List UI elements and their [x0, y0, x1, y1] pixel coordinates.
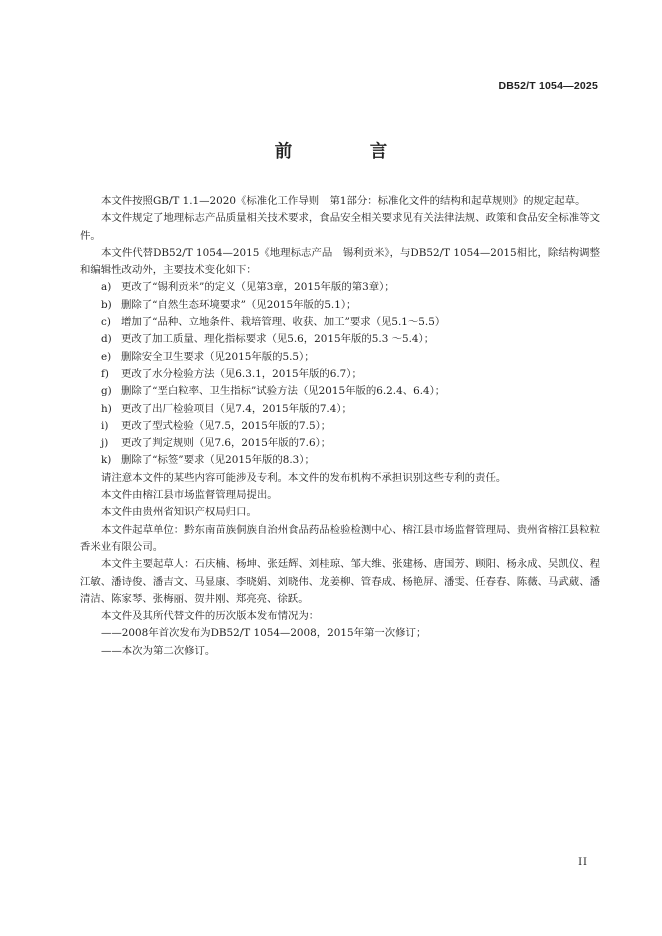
- change-list: [80, 279, 600, 469]
- list-item: [80, 435, 600, 452]
- paragraph: 本文件主要起草人：石庆楠、杨坤、张廷辉、刘桂琼、邹大维、张建杨、唐国芳、顾阳、杨永成、吴凯仪、程江敏、潘诗俊、潘吉文、马显康、李晓娟、刘晓伟、龙姜柳、管春成、杨艳屏、潘雯、任春春、陈薇、马武葳、潘清洁、陈家琴、张梅丽、贺井刚、郑亮亮、徐跃。: [80, 558, 600, 605]
- paragraph: 本文件规定了地理标志产品质量相关技术要求，食品安全相关要求见有关法律法规、政策和食品安全标准等文件。: [80, 212, 600, 242]
- list-item-label: i): [101, 419, 109, 432]
- paragraph: ——2008年首次发布为DB52/T 1054—2008，2015年第一次修订；: [101, 627, 427, 640]
- paragraph: 本文件起草单位：黔东南苗族侗族自治州食品药品检验检测中心、榕江县市场监督管理局、贵州省榕江县粒粒香米业有限公司。: [80, 523, 600, 553]
- list-item: [80, 452, 600, 469]
- page-title: 前 言: [274, 142, 418, 162]
- list-item-text: 删除了“垩白粒率、卫生指标”试验方法（见2015年版的6.2.4、6.4）；: [121, 385, 446, 398]
- list-item-text: 更改了水分检验方法（见6.3.1，2015年版的6.7）；: [121, 367, 362, 380]
- list-item: [80, 401, 600, 418]
- list-item-text: 删除了“标签”要求（见2015年版的8.3）；: [121, 454, 315, 467]
- list-item-label: b): [101, 298, 112, 311]
- foreword-body: [80, 193, 600, 660]
- list-item-label: e): [101, 350, 112, 363]
- list-item-text: 删除安全卫生要求（见2015年版的5.5）；: [121, 350, 315, 363]
- list-item: [80, 349, 600, 366]
- list-item-text: 更改了加工质量、理化指标要求（见5.6，2015年版的5.3 ～5.4）；: [121, 333, 435, 346]
- paragraph: 本文件按照GB/T 1.1—2020《标准化工作导则 第1部分：标准化文件的结构和起草规则》的规定起草。: [101, 195, 586, 207]
- paragraph: 请注意本文件的某些内容可能涉及专利。本文件的发布机构不承担识别这些专利的责任。: [101, 471, 507, 484]
- list-item-label: a): [101, 281, 112, 294]
- list-item-text: 更改了型式检验（见7.5，2015年版的7.5）；: [121, 419, 332, 432]
- list-item-label: h): [101, 402, 112, 415]
- list-item-label: k): [101, 454, 112, 467]
- list-item-label: g): [101, 385, 112, 398]
- list-item: [80, 383, 600, 400]
- paragraph: 本文件代替DB52/T 1054—2015《地理标志产品 锡利贡米》，与DB52/T 1054—2015相比，除结构调整和编辑性改动外，主要技术变化如下：: [80, 246, 600, 277]
- list-item-text: 更改了“锡利贡米”的定义（见第3章，2015年版的第3章）；: [121, 281, 395, 294]
- paragraph: 本文件由榕江县市场监督管理局提出。: [101, 489, 278, 502]
- document-code: DB52/T 1054—2025: [498, 80, 598, 92]
- list-item-text: 删除了“自然生态环境要求”（见2015年版的5.1）；: [121, 298, 357, 311]
- list-item-label: c): [101, 316, 111, 329]
- list-item: [80, 297, 600, 314]
- list-item-text: 增加了“品种、立地条件、栽培管理、收获、加工”要求（见5.1～5.5）: [121, 316, 446, 329]
- list-item: [80, 279, 600, 296]
- paragraph: 本文件由贵州省知识产权局归口。: [101, 506, 257, 519]
- list-item-text: 更改了判定规则（见7.6，2015年版的7.6）；: [121, 437, 332, 450]
- page-number: II: [578, 857, 588, 868]
- list-item: [80, 331, 600, 348]
- list-item: [80, 314, 600, 331]
- paragraph: ——本次为第二次修订。: [101, 644, 216, 657]
- list-item-label: j): [101, 437, 109, 450]
- list-item-text: 更改了出厂检验项目（见7.4，2015年版的7.4）；: [121, 402, 352, 415]
- list-item-label: d): [101, 333, 112, 346]
- list-item-label: f): [101, 367, 109, 380]
- paragraph: 本文件及其所代替文件的历次版本发布情况为：: [101, 610, 320, 623]
- list-item: [80, 366, 600, 383]
- list-item: [80, 418, 600, 435]
